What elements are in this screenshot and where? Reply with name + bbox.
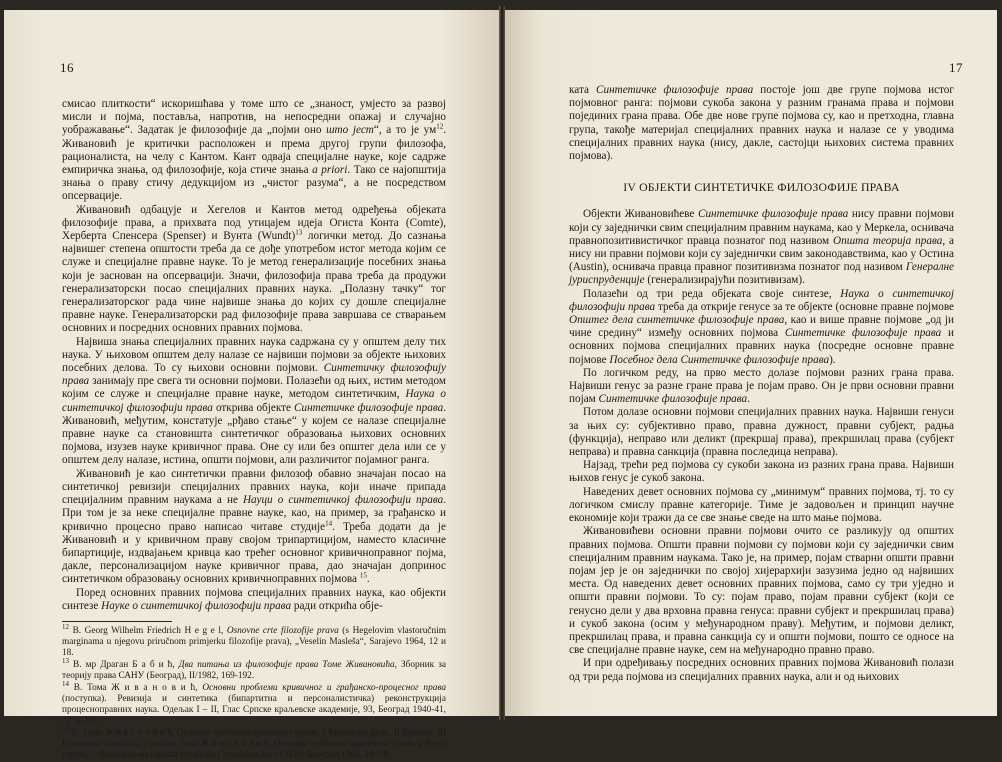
page-number-left: 16 [60, 60, 74, 75]
right-page [505, 10, 997, 716]
paragraph: Живановић одбацује и Хегелов и Кантов метод одређења објеката филозофије права, а прихвата под утицајем идеја Огиста Конта (Comte), Херберта Спенсера (Spenser) и Вунта (Wundt)$^{13}$ логички метод. До сазнања највишег степена општости треба да се дође употребом истог метода којим се служе и специјалне правне науке. То је метод генерализације посебних знања који је заснован на опсервацији. Значи, филозофија права треба да продужи генерализаторски посао специјалних правних наука. „Полазну тачку“ тог генерализаторског рада чине највише знања до којих су дошле специјалне правне науке. Генерализаторски рад филозофије права завршава се стварањем основних и посредних основних правних појмова. [62, 203, 447, 335]
paragraph: Наведених девет основних појмова су „минимум“ правних појмова, тј. то су логичком смислу правне категорије. Тиме је задовољен и принцип научне економије који тражи да се све знање сведе на што мање појмова. [569, 485, 954, 525]
right-body-text-top [569, 84, 954, 163]
left-text-block [62, 98, 446, 762]
paragraph: Поред основних правних појмова специјалних правних наука, као објекти синтезе Науке о синтетичкој филозофији права ради открића обје- [62, 586, 446, 612]
paragraph: Живановићеви основни правни појмови очито се разликују од општих правних појмова. Општи правни појмови су појмови који су заједнички свим специјалним правним наукама. Тако је, на пример, појам стварни општи правни појам јер је он заједнички по својој хијерархији зазузима једно од највиших места. Од наведених девет основних правних појмова, само су три уједно и општи правни појмови. То су: појам право, појам правни субјект (који се генусно дели у два врховна правна генуса: правни субјект и прекршилац права) и сукоб закона (осим у међународном праву). Међутим, и појмови деликт, прекршилац права, и правна санкција су и општи појмови, пошто се односе на све специјалне правне науке, сем на међународно правно право. [569, 525, 954, 657]
paragraph: По логичком реду, на прво место долазе појмови разних грана права. Највиши генус за разне гране права је појам право. Он је први основни правни појам Синтетичке филозофије права. [569, 366, 954, 406]
paragraph: Потом долазе основни појмови специјалних правних наука. Највиши генуси за њих су: субјективно право, правна дужност, правни субјект, радња (функција), неправо или деликт (прекршај права), прекршилац права (субјект неправа) и правна санкција (правна последица неправа). [569, 406, 954, 459]
footnote: $^{14}$ В. Тома Ж и в а н о в и ћ, Основни проблеми кривичног и грађанско-процесног права (поступка). Ревизија и синтетика (бипартитна и персоналистичка) реконструкција процесноправних наука. Одељак I – II, Глас Српске краљевске академије, 93, Београд 1940-41, 72. и 267. [62, 679, 446, 726]
footnotes [62, 622, 446, 761]
paragraph: Објекти Живановићеве Синтетичке филозофије права нису правни појмови који су заједнички свим специјалним правним наукама, као у Меркела, оснивача правнопозитивистичког правца познатог под називом Општа теорија права, а нису ни правни појмови који су заједнички свим законодавствима, као у Остина (Austin), оснивача правца правног позитивизма познатог под називом Генералне јуриспруденције (генерализирајући позитивизам). [569, 208, 955, 287]
section-heading: IV ОБЈЕКТИ СИНТЕТИЧКЕ ФИЛОЗОФИЈЕ ПРАВА [623, 180, 900, 195]
footnote: $^{12}$ В. Georg Wilhelm Friedrich H e g e l, Osnovne crte filozofije prava (s Hegelovim vlastoručnim marginama u njegovu priručnom primjerku filozofije prava), „Veselin Masleša“, Sarajevo 1964, 12 и 18. [62, 622, 446, 658]
paragraph: Полазећи од три реда објеката своје синтезе, Наука о синтетичкој филозофији права треба да открије генусе за те објекте (основне правне појмове Општег дела синтетичке филозофије права, као и више правне појмове „од ји чине средину“ између основних појмова Синтетичке филозофије права и основних појмова специјалних правних наука (посредне основне правне појмове Посебног дела Синтетичке филозофије права). [569, 287, 954, 366]
left-page [4, 10, 499, 760]
page-number-right: 17 [949, 60, 963, 75]
right-body-text [569, 208, 954, 683]
footnote: $^{13}$ В. мр Драган Б а б и ћ, Два питања из филозофије права Томе Живановића, Зборник за теорију права САНУ (Београд), II/1982, 169-192. [62, 656, 446, 681]
footnote-rule [62, 621, 172, 622]
footnote: $^{15}$ В. Тома Ж и в а н о в и ћ, Основни проблеми кривичног права, I Кривично дело, II Кривац, III Кривична санкција, у књизи Тома Ж и в а н о в и ћ, Основни проблеми кривичног права и друге студије, Новинско-издавачка установа Службени лист СФРЈ, Београд 1986, 29-198. [62, 724, 446, 760]
paragraph: Најзад, трећи ред појмова су сукоби закона из разних грана права. Највиши њихов генус је сукоб закона. [569, 459, 954, 485]
right-text-block [569, 84, 954, 684]
paragraph: смисао плиткости“ искоришћава у томе што се „знаност, умјесто за развој мисли и појма, поставља, напротив, на непосредни опажај и случајно уображавање“. Задатак је филозофије да „појми оно што јест“, а то је $ум^{12}$. Живановић је критички расположен и према другој групи филозофа, рационалиста, на челу с Кантом. Кант одваја специјалне науке, које садрже емпиричка знања, од филозофије, која стиче знања a priori. Тако се најопштија знања о праву стичу дедукцијом из „чистог разума“, а не посредством опсервације. [62, 98, 447, 203]
paragraph: Живановић је као синтетички правни филозоф обавио значајан посао на синтетичкој ревизији специјалних правних наука, који иначе припада специјалним правним наукама а не Науци о синтетичкој филозофији права. При том је за неке специјалне правне науке, као, на пример, за грађанско и кривично процесно право написао читаве студије$^{14}$. Треба додати да је Живановић и у кривичном праву својом трипартицијом, наместо класичне бипартиције, издвајањем кривца као трећег основног кривичноправног појма, дакле, персонализацијом науке кривичног права, дао значајан допринос синтетичком образовању основних кривичноправних појмова $^{15}$. [62, 467, 446, 586]
paragraph: Највиша знања специјалних правних наука садржана су у општем делу тих наука. У њиховом општем делу налазе се највиши појмови за објекте њихових посебних делова. То су њихови основни појмови. Синтетичку филозофију права занимају пре свега ти основни појмови. Полазећи од њих, истим методом којим се служе и специјалне правне науке, методом синтетичким, Наука о синтетичкој филозофији права открива објекте Синтетичке филозофије права. Живановић, међутим, констатује „рђаво стање“ у којем се налазе специјалне правне науке са становишта синтетичког образовања њихових основних појмова, изузев науке кривичног права. Оне су или без општег дела или се у општем делу налазе, истина, општи појмови, али различитог појамног ранга. [62, 335, 446, 467]
left-body-text [62, 98, 446, 613]
paragraph: ката Синтетичке филозофије права постоје још две групе појмова истог појмовног ранга: појмови сукоба закона у разним гранама права и појмови појединих грана права. Обе две нове групе појмова су, као и претходна, главна група, такође материјал специјалних правних наука и налазе се у уводима специјалних правних наука (нису, дакле, састојци њихових система правних појмова). [569, 84, 954, 163]
paragraph: И при одређивању посредних основних правних појмова Живановић полази од три реда појмова из специјалних правних наука, али и од њихових [569, 657, 954, 683]
